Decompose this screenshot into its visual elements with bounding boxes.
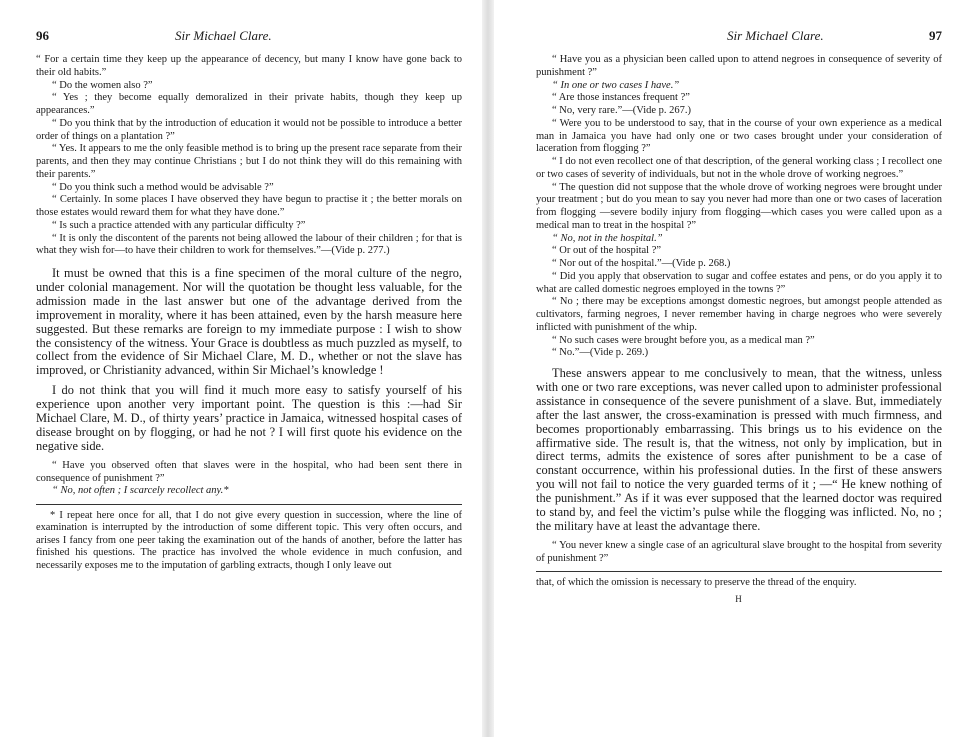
qa-paragraph: “ No.”—(Vide p. 269.): [552, 347, 649, 359]
qa-paragraph: “ The question did not suppose that the whole drove of working negroes were brought under your treatment ; but do you mean to say you never had more than one or two cases of laceration from flogging —severe bodily injury from flogging—which cases you were called upon as a medical man to treat in the hospital ?”: [536, 181, 942, 231]
qa-paragraph: “ No, not in the hospital.”: [552, 232, 663, 244]
qa-paragraph: “ Nor out of the hospital.”—(Vide p. 268.): [552, 258, 731, 269]
qa-paragraph: “ Are those instances frequent ?”: [552, 92, 690, 104]
left-qa-block-2: [36, 460, 462, 498]
qa-paragraph: “ Yes ; they become equally demoralized in their private habits, though they keep up appearances.”: [36, 92, 462, 116]
qa-paragraph: “ Do the women also ?”: [52, 79, 153, 91]
footnote-rule: [36, 504, 462, 505]
qa-paragraph: “ Yes. It appears to me the only feasible method is to bring up the present race separate from their parents, and then they may continue Christians ; but I do not think they will do this remaining with their parents.”: [36, 143, 462, 180]
left-page-number: 96: [36, 28, 49, 43]
left-footnote: [36, 510, 462, 572]
right-page: [494, 0, 980, 737]
qa-paragraph: “ Is such a practice attended with any particular difficulty ?”: [52, 219, 306, 231]
qa-paragraph: “ No such cases were brought before you, as a medical man ?”: [552, 334, 815, 346]
qa-paragraph: “ I do not even recollect one of that description, of the general working class ; I recollect one or two cases of severity of individuals, but not in the whole drove of working negroes.”: [536, 156, 942, 180]
qa-paragraph: “ It is only the discontent of the parents not being allowed the labour of their children ; for that is what they wish for—to have their children to work for themselves.”—(Vide p. 277.): [36, 232, 462, 257]
qa-paragraph: “ No, very rare.”—(Vide p. 267.): [552, 105, 692, 116]
qa-paragraph: “ Certainly. In some places I have observed they have begun to practise it ; the better morals on those estates would reward them for what they have done.”: [36, 194, 462, 218]
qa-paragraph: “ In one or two cases I have.”: [552, 79, 680, 91]
left-page: [0, 0, 482, 737]
qa-paragraph: “ For a certain time they keep up the appearance of decency, but many I know have gone back to their old habits.”: [36, 54, 462, 78]
right-page-number: 97: [929, 28, 942, 43]
right-page-header: [536, 28, 942, 48]
footnote-rule: [536, 571, 942, 572]
book-gutter: [482, 0, 494, 737]
body-paragraph: These answers appear to me conclusively to mean, that the witness, unless with one or two rare exceptions, was never called upon to administer professional assistance in consequence of the severe punishment of a slave. But, immediately after the last answer, the cross-examination is pressed with much firmness, and becomes proportionably embarrassing. This brings us to his evidence on the affirmative side. The result is, that the witness, not only by implication, but in direct terms, admits the existence of sores after punishment to be a case of constant occurrence, within his professional duties. In the first of these answers you will not fail to notice the very guarded terms of it ; —“ He knew nothing of the punishment.” As if it was ever supposed that the learned doctor was required to stand by, and feel the victim’s pulse while the flogging was inflicted. No, no ; the military have at least the advantage there.: [536, 366, 942, 533]
left-body-text-2: [36, 384, 462, 454]
footnote-text: * I repeat here once for all, that I do not give every question in succession, where the line of examination is interrupted by the introduction of some different topic. This very often occurs, and arises I fancy from one peer taking the examination out of the hands of another, before the latter has finished his questions. The practice has involved the whole evidence in much confusion, and necessarily exposes me to the imputation of garbling extracts, though I only leave out: [36, 510, 462, 571]
left-running-title: Sir Michael Clare.: [175, 28, 272, 43]
qa-paragraph: “ Did you apply that observation to sugar and coffee estates and pens, or do you apply it to what are called domestic negroes employed in the towns ?”: [536, 270, 942, 295]
right-qa-block-2: [536, 540, 942, 566]
left-page-header: [36, 28, 462, 48]
right-running-title: Sir Michael Clare.: [727, 28, 824, 43]
qa-paragraph: “ Were you to be understood to say, that in the course of your own experience as a medical man in Jamaica you have had only one or two cases brought under your consideration of laceration from flogging ?”: [536, 117, 942, 155]
qa-paragraph: “ No ; there may be exceptions amongst domestic negroes, but amongst people attended as cultivators, farming negroes, I never remember having in charge negroes who were severely inflicted with punishment of the whip.: [536, 296, 942, 333]
signature-mark: H: [735, 593, 743, 604]
left-body-text-1: [36, 267, 462, 378]
qa-paragraph: “ Have you as a physician been called upon to attend negroes in consequence of severity of punishment ?”: [536, 54, 942, 78]
right-body-text: [536, 367, 942, 534]
left-qa-block-1: [36, 54, 462, 258]
qa-paragraph: “ Or out of the hospital ?”: [552, 245, 662, 257]
qa-paragraph: “ Do you think such a method would be advisable ?”: [52, 181, 274, 193]
qa-paragraph: “ You never knew a single case of an agricultural slave brought to the hospital from severity of punishment ?”: [536, 539, 942, 564]
right-qa-block-1: [536, 54, 942, 360]
footnote-text: that, of which the omission is necessary to preserve the thread of the enquiry.: [536, 577, 857, 589]
body-paragraph: It must be owned that this is a fine specimen of the moral culture of the negro, under colonial management. Nor will the quotation be thought less valuable, for the admission made in the last answer but one of the advantage derived from the improvement in morality, where it has been attained, even by the harsh measure here suggested. But these remarks are foreign to my immediate purpose : I wish to show the consistency of the witness. Your Grace is doubtless as much puzzled as myself, to collect from the evidence of Sir Michael Clare, M. D., whether or not the slave has improved, or Christianity advanced, within Sir Michael’s knowledge !: [36, 266, 462, 378]
qa-answer: “ No, not often ; I scarcely recollect any.*: [52, 485, 229, 497]
qa-question: “ Have you observed often that slaves were in the hospital, who had been sent there in consequence of punishment ?”: [36, 459, 462, 484]
body-paragraph: I do not think that you will find it much more easy to satisfy yourself of his experience upon another very important point. The question is this :—had Sir Michael Clare, M. D., of thirty years’ practice in Jamaica, witnessed hospital cases of disease brought on by flogging, or had he not ? I will first quote his evidence on the negative side.: [36, 383, 462, 453]
right-footnote-continuation: [536, 577, 942, 589]
qa-paragraph: “ Do you think that by the introduction of education it would not be possible to introduce a better order of things on a plantation ?”: [36, 117, 462, 142]
